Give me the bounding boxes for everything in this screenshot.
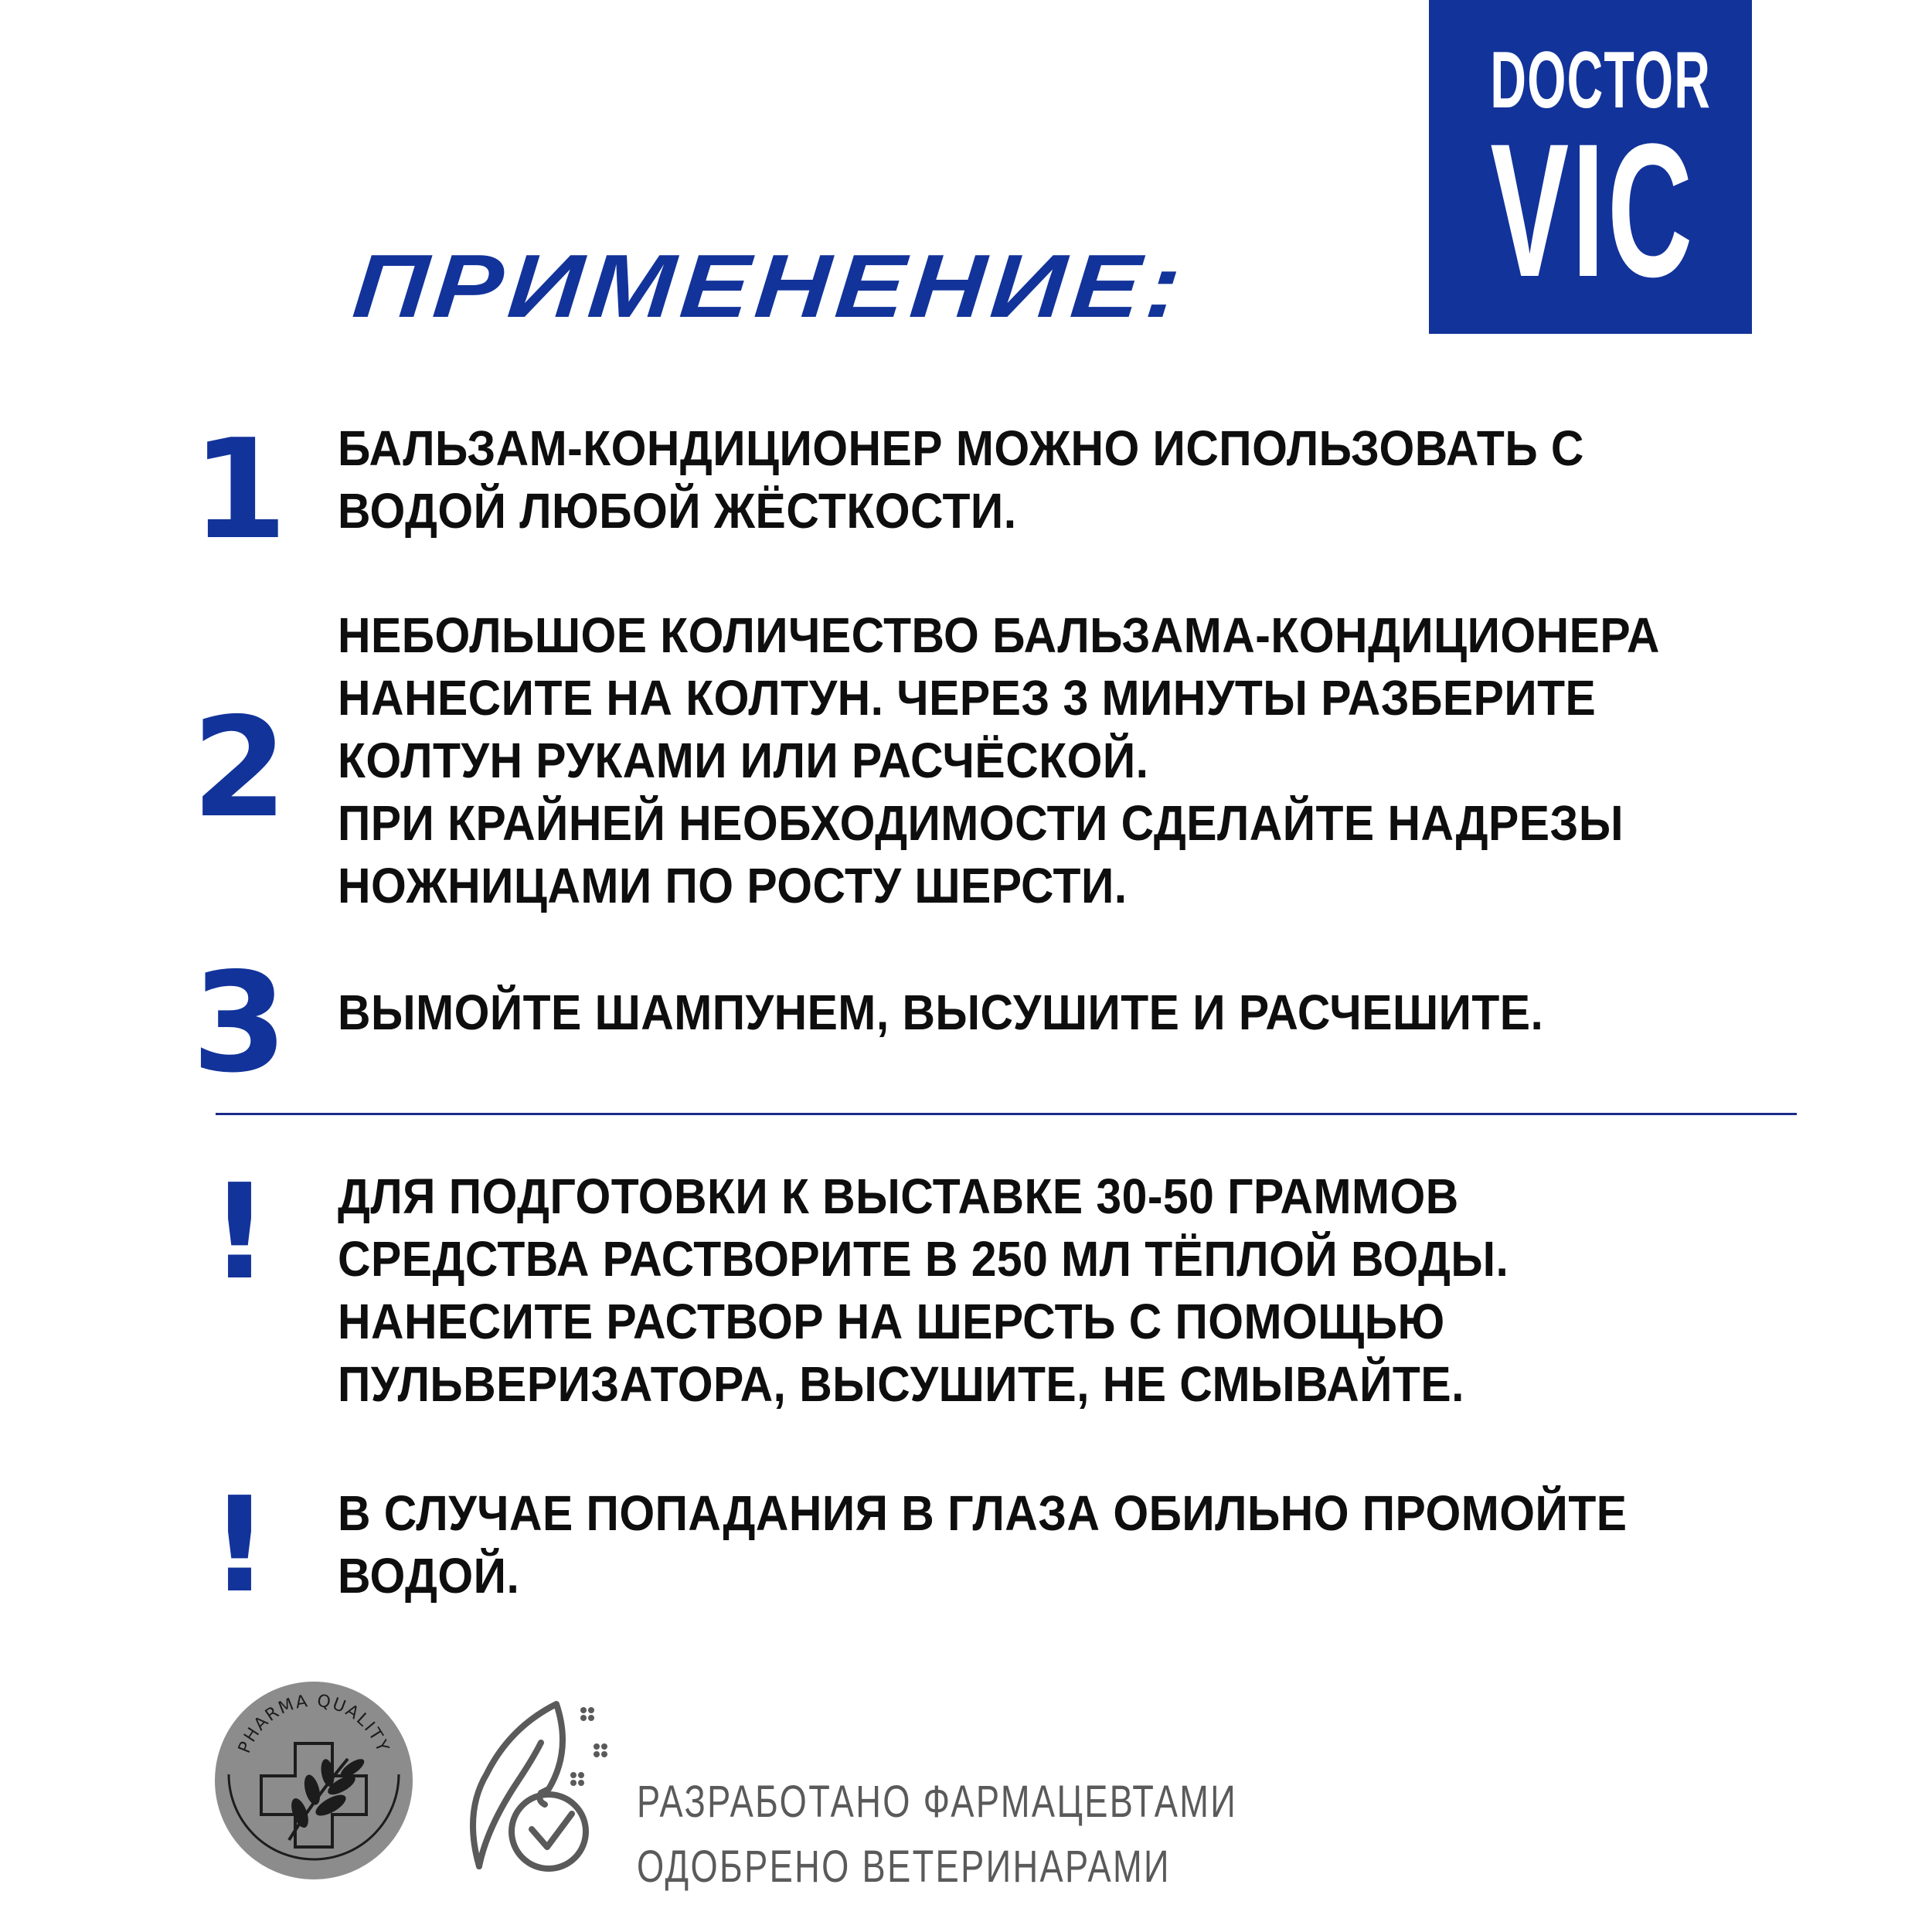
step-line: КОЛТУН РУКАМИ ИЛИ РАСЧЁСКОЙ. [338,733,1149,788]
brand-logo-line1: DOCTOR [1490,36,1712,125]
feather-check-icon [464,1689,634,1874]
step-line: БАЛЬЗАМ-КОНДИЦИОНЕР МОЖНО ИСПОЛЬЗОВАТЬ С [338,420,1584,476]
note-line: СРЕДСТВА РАСТВОРИТЕ В 250 МЛ ТЁПЛОЙ ВОДЫ. [338,1231,1509,1287]
step-line: ВЫМОЙТЕ ШАМПУНЕМ, ВЫСУШИТЕ И РАСЧЕШИТЕ. [338,985,1544,1040]
pharma-quality-badge [215,1682,413,1879]
page-title: ПРИМЕНЕНИЕ: [349,236,1190,336]
note-line: В СЛУЧАЕ ПОПАДАНИЯ В ГЛАЗА ОБИЛЬНО ПРОМОЙТЕ [338,1485,1628,1541]
note-text-2 [338,1482,1627,1607]
claim-text [637,1770,1237,1900]
step-number-3: 3 [192,943,287,1103]
note-line: ВОДОЙ. [338,1548,520,1604]
brand-logo-line2: VIC [1490,104,1696,317]
step-line: ВОДОЙ ЛЮБОЙ ЖЁСТКОСТИ. [338,483,1017,539]
note-line: ДЛЯ ПОДГОТОВКИ К ВЫСТАВКЕ 30-50 ГРАММОВ [338,1168,1459,1224]
step-line: ПРИ КРАЙНЕЙ НЕОБХОДИМОСТИ СДЕЛАЙТЕ НАДРЕЗЫ [338,795,1624,851]
note-line: НАНЕСИТЕ РАСТВОР НА ШЕРСТЬ С ПОМОЩЬЮ [338,1294,1445,1349]
svg-text:PHARMA QUALITY: PHARMA QUALITY [235,1691,393,1757]
step-line: НЕБОЛЬШОЕ КОЛИЧЕСТВО БАЛЬЗАМА-КОНДИЦИОНЕРА [338,607,1660,663]
step-text-3 [338,981,1543,1044]
note-line: ПУЛЬВЕРИЗАТОРА, ВЫСУШИТЕ, НЕ СМЫВАЙТЕ. [338,1356,1464,1412]
step-text-1 [338,417,1584,543]
step-number-2: 2 [192,688,287,848]
warning-icon: ! [209,1469,270,1622]
step-line: НОЖНИЦАМИ ПО РОСТУ ШЕРСТИ. [338,858,1128,913]
cross-with-wheat-icon [215,1682,413,1879]
step-number-1: 1 [192,410,287,570]
step-text-2 [338,604,1660,917]
section-divider [216,1113,1797,1115]
brand-logo [1429,0,1752,334]
warning-icon: ! [209,1156,270,1309]
step-line: НАНЕСИТЕ НА КОЛТУН. ЧЕРЕЗ 3 МИНУТЫ РАЗБЕРИТЕ [338,670,1597,726]
claim-line-1: РАЗРАБОТАНО ФАРМАЦЕВТАМИ [637,1777,1238,1827]
claim-line-2: ОДОБРЕНО ВЕТЕРИНАРАМИ [637,1842,1171,1892]
note-text-1 [338,1165,1509,1416]
